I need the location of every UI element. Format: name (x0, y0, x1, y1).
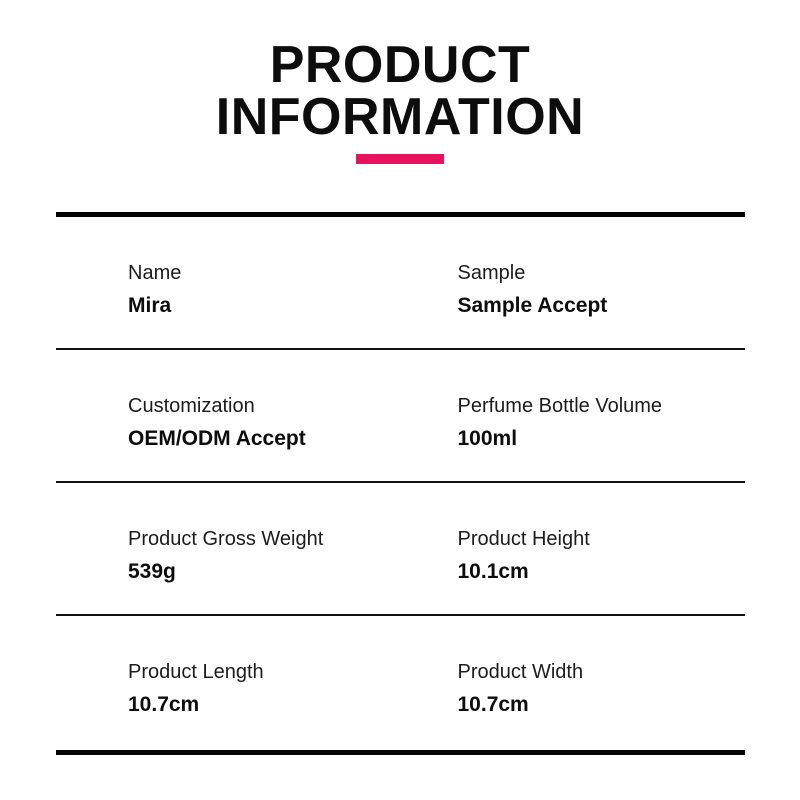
spec-label: Name (128, 262, 182, 284)
page-title (0, 0, 800, 146)
spec-value: 100ml (457, 427, 518, 450)
title-underline-accent (356, 154, 444, 164)
spec-label: Sample (457, 262, 526, 284)
spec-label: Perfume Bottle Volume (457, 395, 663, 417)
spec-value: 10.7cm (457, 693, 529, 716)
spec-table (56, 212, 745, 755)
spec-cell-product-length (56, 660, 401, 750)
spec-cell-customization (56, 394, 401, 481)
spec-value: 539g (128, 560, 176, 583)
spec-label: Product Gross Weight (128, 528, 324, 550)
spec-cell-product-height (401, 527, 746, 614)
spec-value: 10.1cm (457, 560, 529, 583)
spec-row-4 (56, 616, 745, 750)
spec-cell-product-width (401, 660, 746, 750)
spec-value: OEM/ODM Accept (128, 427, 306, 450)
spec-label: Product Width (457, 661, 584, 683)
spec-value: Mira (128, 294, 172, 317)
spec-value: 10.7cm (128, 693, 200, 716)
spec-label: Product Height (457, 528, 590, 550)
spec-row-1 (56, 217, 745, 350)
spec-row-3 (56, 483, 745, 616)
spec-cell-sample (401, 261, 746, 348)
spec-value: Sample Accept (457, 294, 608, 317)
page-title-line2: INFORMATION (215, 88, 585, 146)
spec-cell-gross-weight (56, 527, 401, 614)
spec-label: Customization (128, 395, 255, 417)
spec-row-2 (56, 350, 745, 483)
spec-label: Product Length (128, 661, 264, 683)
spec-cell-bottle-volume (401, 394, 746, 481)
page-title-line1: PRODUCT (269, 36, 531, 94)
spec-cell-name (56, 261, 401, 348)
